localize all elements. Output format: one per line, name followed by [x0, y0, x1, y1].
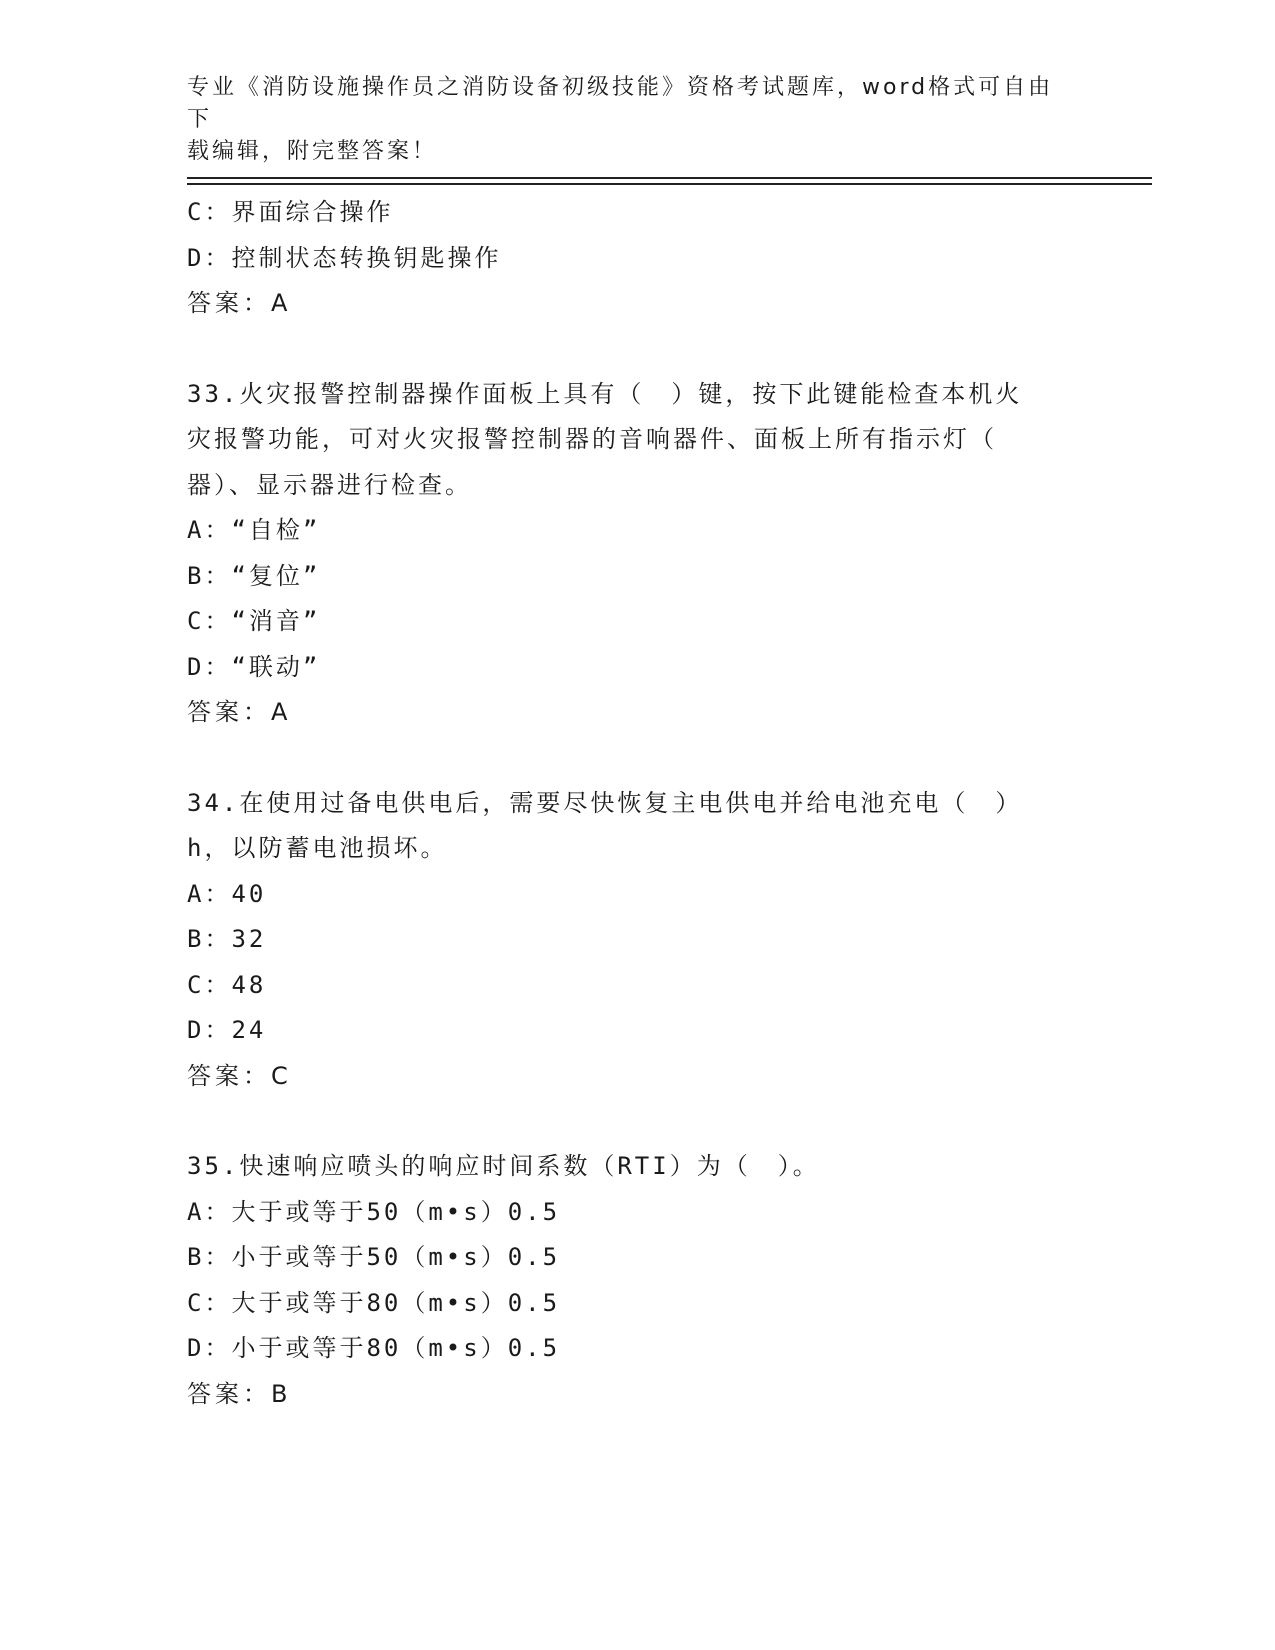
option-a: A：40 — [187, 879, 267, 908]
option-b: B：32 — [187, 925, 267, 953]
question-text-line: 35.快速响应喷头的响应时间系数（RTI）为（ ）。 — [187, 1152, 820, 1180]
question-text-line: h，以防蓄电池损坏。 — [187, 834, 448, 862]
header-divider-bottom — [187, 183, 1152, 185]
option-a: A：大于或等于50（m•s）0.5 — [187, 1197, 561, 1226]
option-d: D：小于或等于80（m•s）0.5 — [187, 1334, 561, 1362]
option-c: C：大于或等于80（m•s）0.5 — [187, 1288, 561, 1317]
question-text-line: 灾报警功能，可对火灾报警控制器的音响器件、面板上所有指示灯（ — [187, 425, 997, 453]
question-text-line: 34.在使用过备电供电后，需要尽快恢复主电供电并给电池充电（ ） — [187, 788, 1023, 817]
header-divider-top — [187, 177, 1152, 179]
header-line-2: 载编辑，附完整答案！ — [187, 139, 438, 164]
option-c: C：“消音” — [187, 607, 321, 635]
spacer — [187, 1099, 1087, 1144]
option-d: D：24 — [187, 1016, 267, 1044]
question-35 — [187, 1144, 1087, 1417]
answer-line: 答案：B — [187, 1379, 292, 1408]
question-32-continued — [187, 190, 1087, 327]
question-content — [187, 190, 1087, 1417]
option-b: B：小于或等于50（m•s）0.5 — [187, 1243, 561, 1271]
option-c: C：界面综合操作 — [187, 198, 394, 226]
option-b: B：“复位” — [187, 561, 321, 590]
answer-line: 答案：A — [187, 698, 292, 726]
answer-line: 答案：A — [187, 289, 292, 317]
option-d: D：控制状态转换钥匙操作 — [187, 243, 502, 272]
spacer — [187, 736, 1087, 781]
answer-line: 答案：C — [187, 1061, 292, 1090]
option-a: A：“自检” — [187, 516, 321, 544]
spacer — [187, 327, 1087, 372]
header-line-1: 专业《消防设施操作员之消防设备初级技能》资格考试题库，word格式可自由下 — [187, 75, 1054, 132]
question-34 — [187, 781, 1087, 1100]
document-header — [187, 72, 1067, 168]
question-text-line: 器）、显示器进行检查。 — [187, 470, 472, 499]
question-text-line: 33.火灾报警控制器操作面板上具有（ ）键，按下此键能检查本机火 — [187, 379, 1023, 408]
option-d: D：“联动” — [187, 652, 321, 681]
option-c: C：48 — [187, 970, 267, 999]
question-33 — [187, 372, 1087, 736]
